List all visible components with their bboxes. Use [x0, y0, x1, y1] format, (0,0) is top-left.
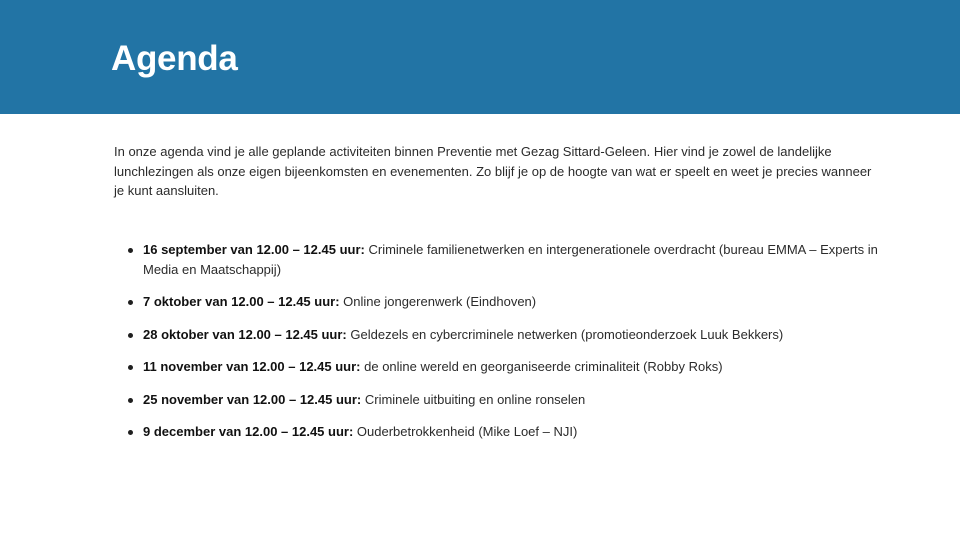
- agenda-item-description: Ouderbetrokkenheid (Mike Loef – NJI): [353, 424, 578, 439]
- agenda-item: [143, 292, 903, 312]
- agenda-item-description: Geldezels en cybercriminele netwerken (promotieonderzoek Luuk Bekkers): [346, 326, 784, 342]
- bullet-icon: [128, 398, 133, 403]
- agenda-item: [143, 390, 903, 410]
- agenda-item-date: 9 december van 12.00 – 12.45 uur:: [143, 424, 354, 439]
- agenda-item-date: 16 september van 12.00 – 12.45 uur:: [143, 242, 365, 257]
- agenda-item: [143, 422, 903, 442]
- agenda-item-description: Criminele familienetwerken en intergenerationele overdracht (bureau EMMA – Experts in Media en Maatschappij): [143, 242, 878, 277]
- agenda-item-date: 7 oktober van 12.00 – 12.45 uur:: [143, 294, 340, 309]
- bullet-icon: [128, 430, 133, 435]
- agenda-item: [143, 240, 903, 279]
- agenda-item-date: 11 november van 12.00 – 12.45 uur:: [143, 359, 361, 374]
- agenda-item-description: de online wereld en georganiseerde criminaliteit (Robby Roks): [360, 359, 723, 374]
- agenda-item-date: 28 oktober van 12.00 – 12.45 uur:: [143, 326, 347, 342]
- bullet-icon: [128, 300, 133, 305]
- bullet-icon: [128, 248, 133, 253]
- agenda-item-description: Criminele uitbuiting en online ronselen: [361, 391, 586, 407]
- agenda-item-description: Online jongerenwerk (Eindhoven): [339, 294, 537, 309]
- agenda-item: [143, 357, 903, 377]
- intro-paragraph: In onze agenda vind je alle geplande activiteiten binnen Preventie met Gezag Sittard-Geleen. Hier vind je zowel de landelijke lunchlezingen als onze eigen bijeenkomsten en evenementen. Zo blijf je op de hoogte van wat er speelt en weet je precies wanneer je kunt aansluiten.: [114, 144, 872, 198]
- header-banner: [0, 0, 960, 114]
- agenda-list: [143, 240, 903, 455]
- bullet-icon: [128, 333, 133, 338]
- agenda-item: [143, 325, 903, 345]
- page-title: Agenda: [111, 39, 238, 78]
- bullet-icon: [128, 365, 133, 370]
- agenda-item-date: 25 november van 12.00 – 12.45 uur:: [143, 391, 362, 407]
